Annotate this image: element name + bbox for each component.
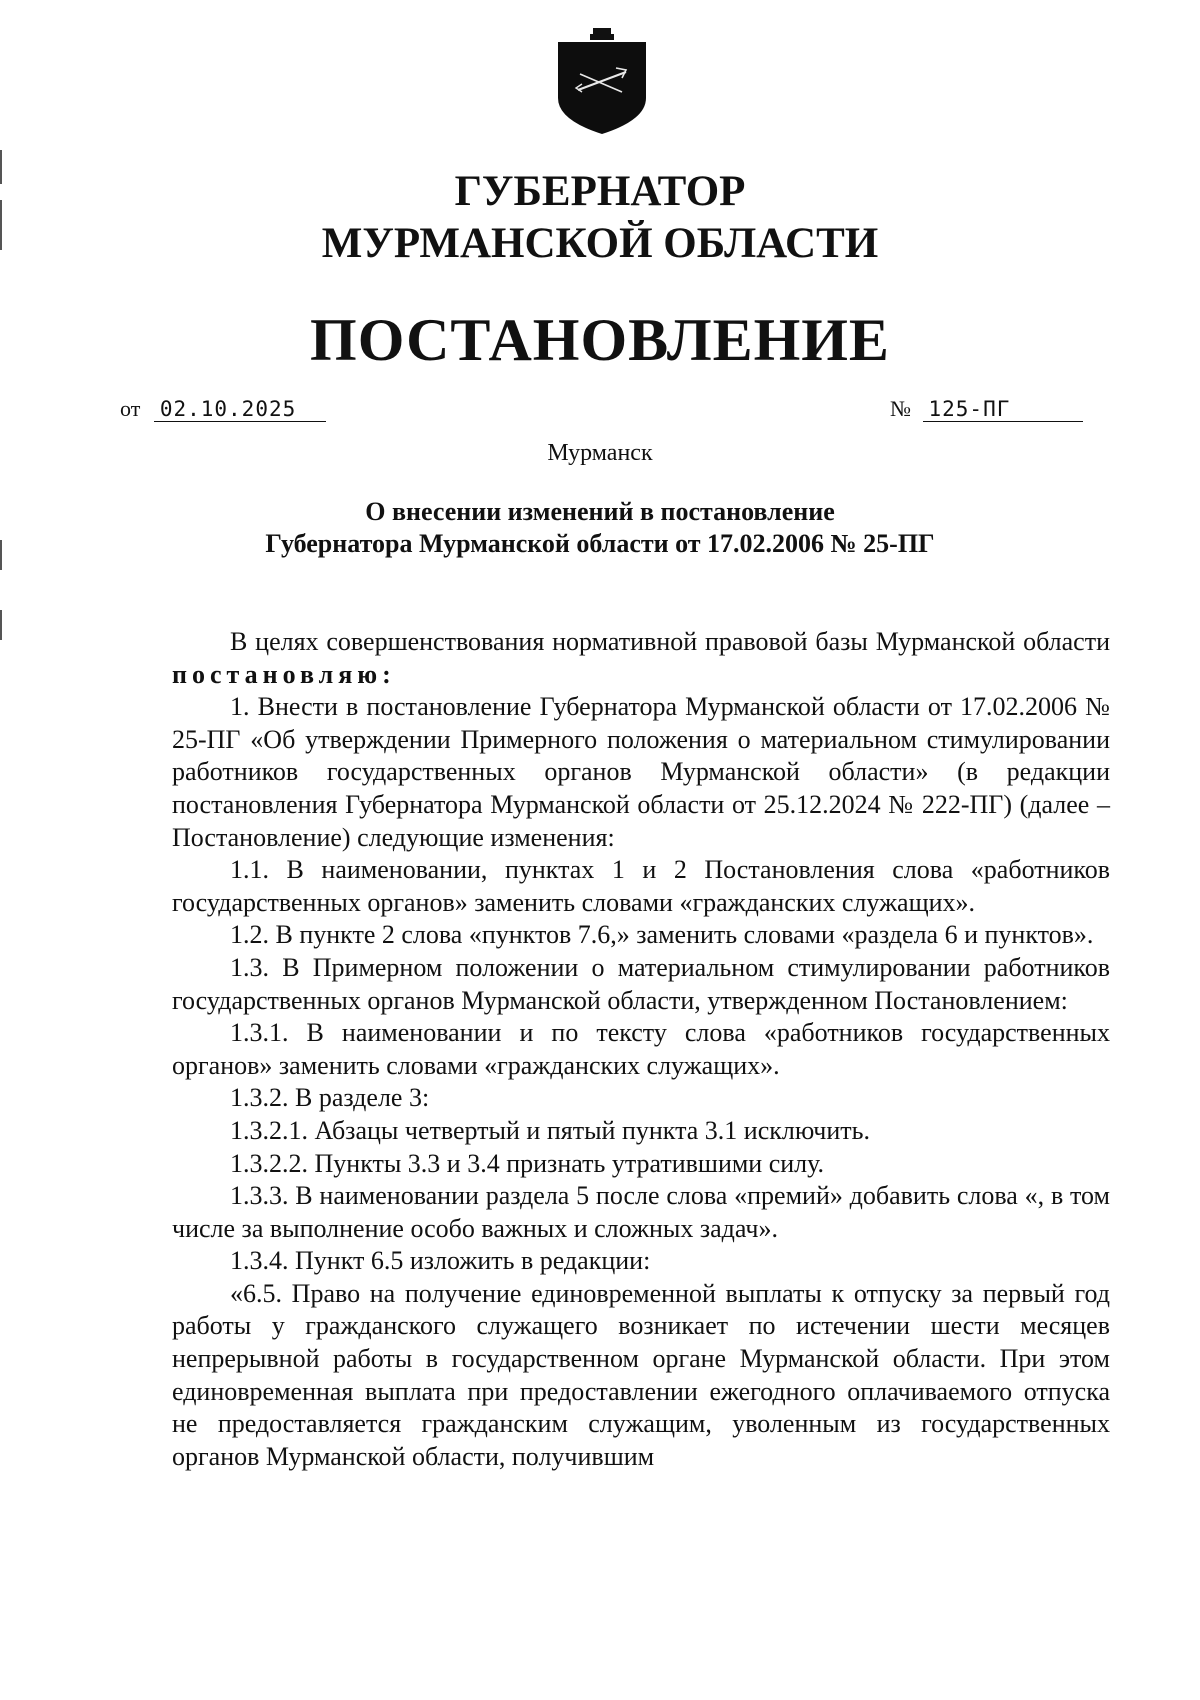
date-value: 02.10.2025: [154, 397, 326, 422]
intro-text: В целях совершенствования нормативной правовой базы Мурманской области: [230, 627, 1110, 656]
paragraph-1: 1. Внести в постановление Губернатора Мурманской области от 17.02.2006 № 25-ПГ «Об утверждении Примерного положения о материальном стимулировании работников государственных органов Мурманской области» (в редакции постановления Губернатора Мурманской области от 25.12.2024 № 222-ПГ) (далее – Постановление) следующие изменения:: [172, 692, 1110, 852]
document-type: ПОСТАНОВЛЕНИЕ: [310, 307, 890, 373]
paragraph-1-3-2-2: 1.3.2.2. Пункты 3.3 и 3.4 признать утратившими силу.: [230, 1148, 825, 1178]
subject-line2: Губернатора Мурманской области от 17.02.2006 № 25-ПГ: [265, 529, 935, 558]
date-field: [120, 396, 326, 422]
paragraph-1-3: 1.3. В Примерном положении о материальном стимулировании работников государственных органов Мурманской области, утвержденном Постановлением:: [172, 952, 1110, 1015]
issuer-title-line1: ГУБЕРНАТОР: [454, 168, 746, 215]
paragraph-1-1: 1.1. В наименовании, пунктах 1 и 2 Постановления слова «работников государственных органов» заменить словами «гражданских служащих».: [172, 855, 1110, 917]
paragraph-6-5: «6.5. Право на получение единовременной выплаты к отпуску за первый год работы у гражданского служащего возникает по истечении шести месяцев непрерывной работы в государственном органе Мурманской области. При этом единовременная выплата при предоставлении ежегодного оплачиваемого отпуска не предоставляется гражданским служащим, уволенным из государственных органов Мурманской области, получившим: [172, 1278, 1110, 1471]
issuer-title-line2: МУРМАНСКОЙ ОБЛАСТИ: [321, 220, 879, 267]
paragraph-1-3-1: 1.3.1. В наименовании и по тексту слова «работников государственных органов» заменить словами «гражданских служащих».: [172, 1018, 1110, 1080]
date-prefix: от: [120, 396, 141, 421]
paragraph-1-3-2-1: 1.3.2.1. Абзацы четвертый и пятый пункта 3.1 исключить.: [230, 1115, 870, 1145]
number-field: [890, 396, 1083, 422]
subject-line1: О внесении изменений в постановление: [365, 497, 835, 526]
coat-of-arms-icon: [556, 28, 648, 136]
document-subject: [0, 496, 1200, 560]
paragraph-1-2: 1.2. В пункте 2 слова «пунктов 7.6,» заменить словами «раздела 6 и пунктов».: [230, 920, 1094, 950]
number-prefix: №: [890, 396, 911, 421]
document-body: [172, 626, 1110, 1473]
number-value: 125-ПГ: [923, 397, 1083, 422]
paragraph-1-3-4: 1.3.4. Пункт 6.5 изложить в редакции:: [230, 1246, 651, 1276]
paragraph-1-3-2: 1.3.2. В разделе 3:: [230, 1083, 430, 1113]
intro-emphasis: постановляю: [172, 659, 383, 689]
issuer-title: [0, 166, 1200, 270]
paragraph-1-3-3: 1.3.3. В наименовании раздела 5 после слова «премий» добавить слова «, в том числе за выполнение особо важных и сложных задач».: [172, 1181, 1110, 1243]
intro-paragraph: [172, 626, 1110, 691]
city: Мурманск: [547, 440, 653, 466]
intro-tail: :: [382, 659, 396, 689]
